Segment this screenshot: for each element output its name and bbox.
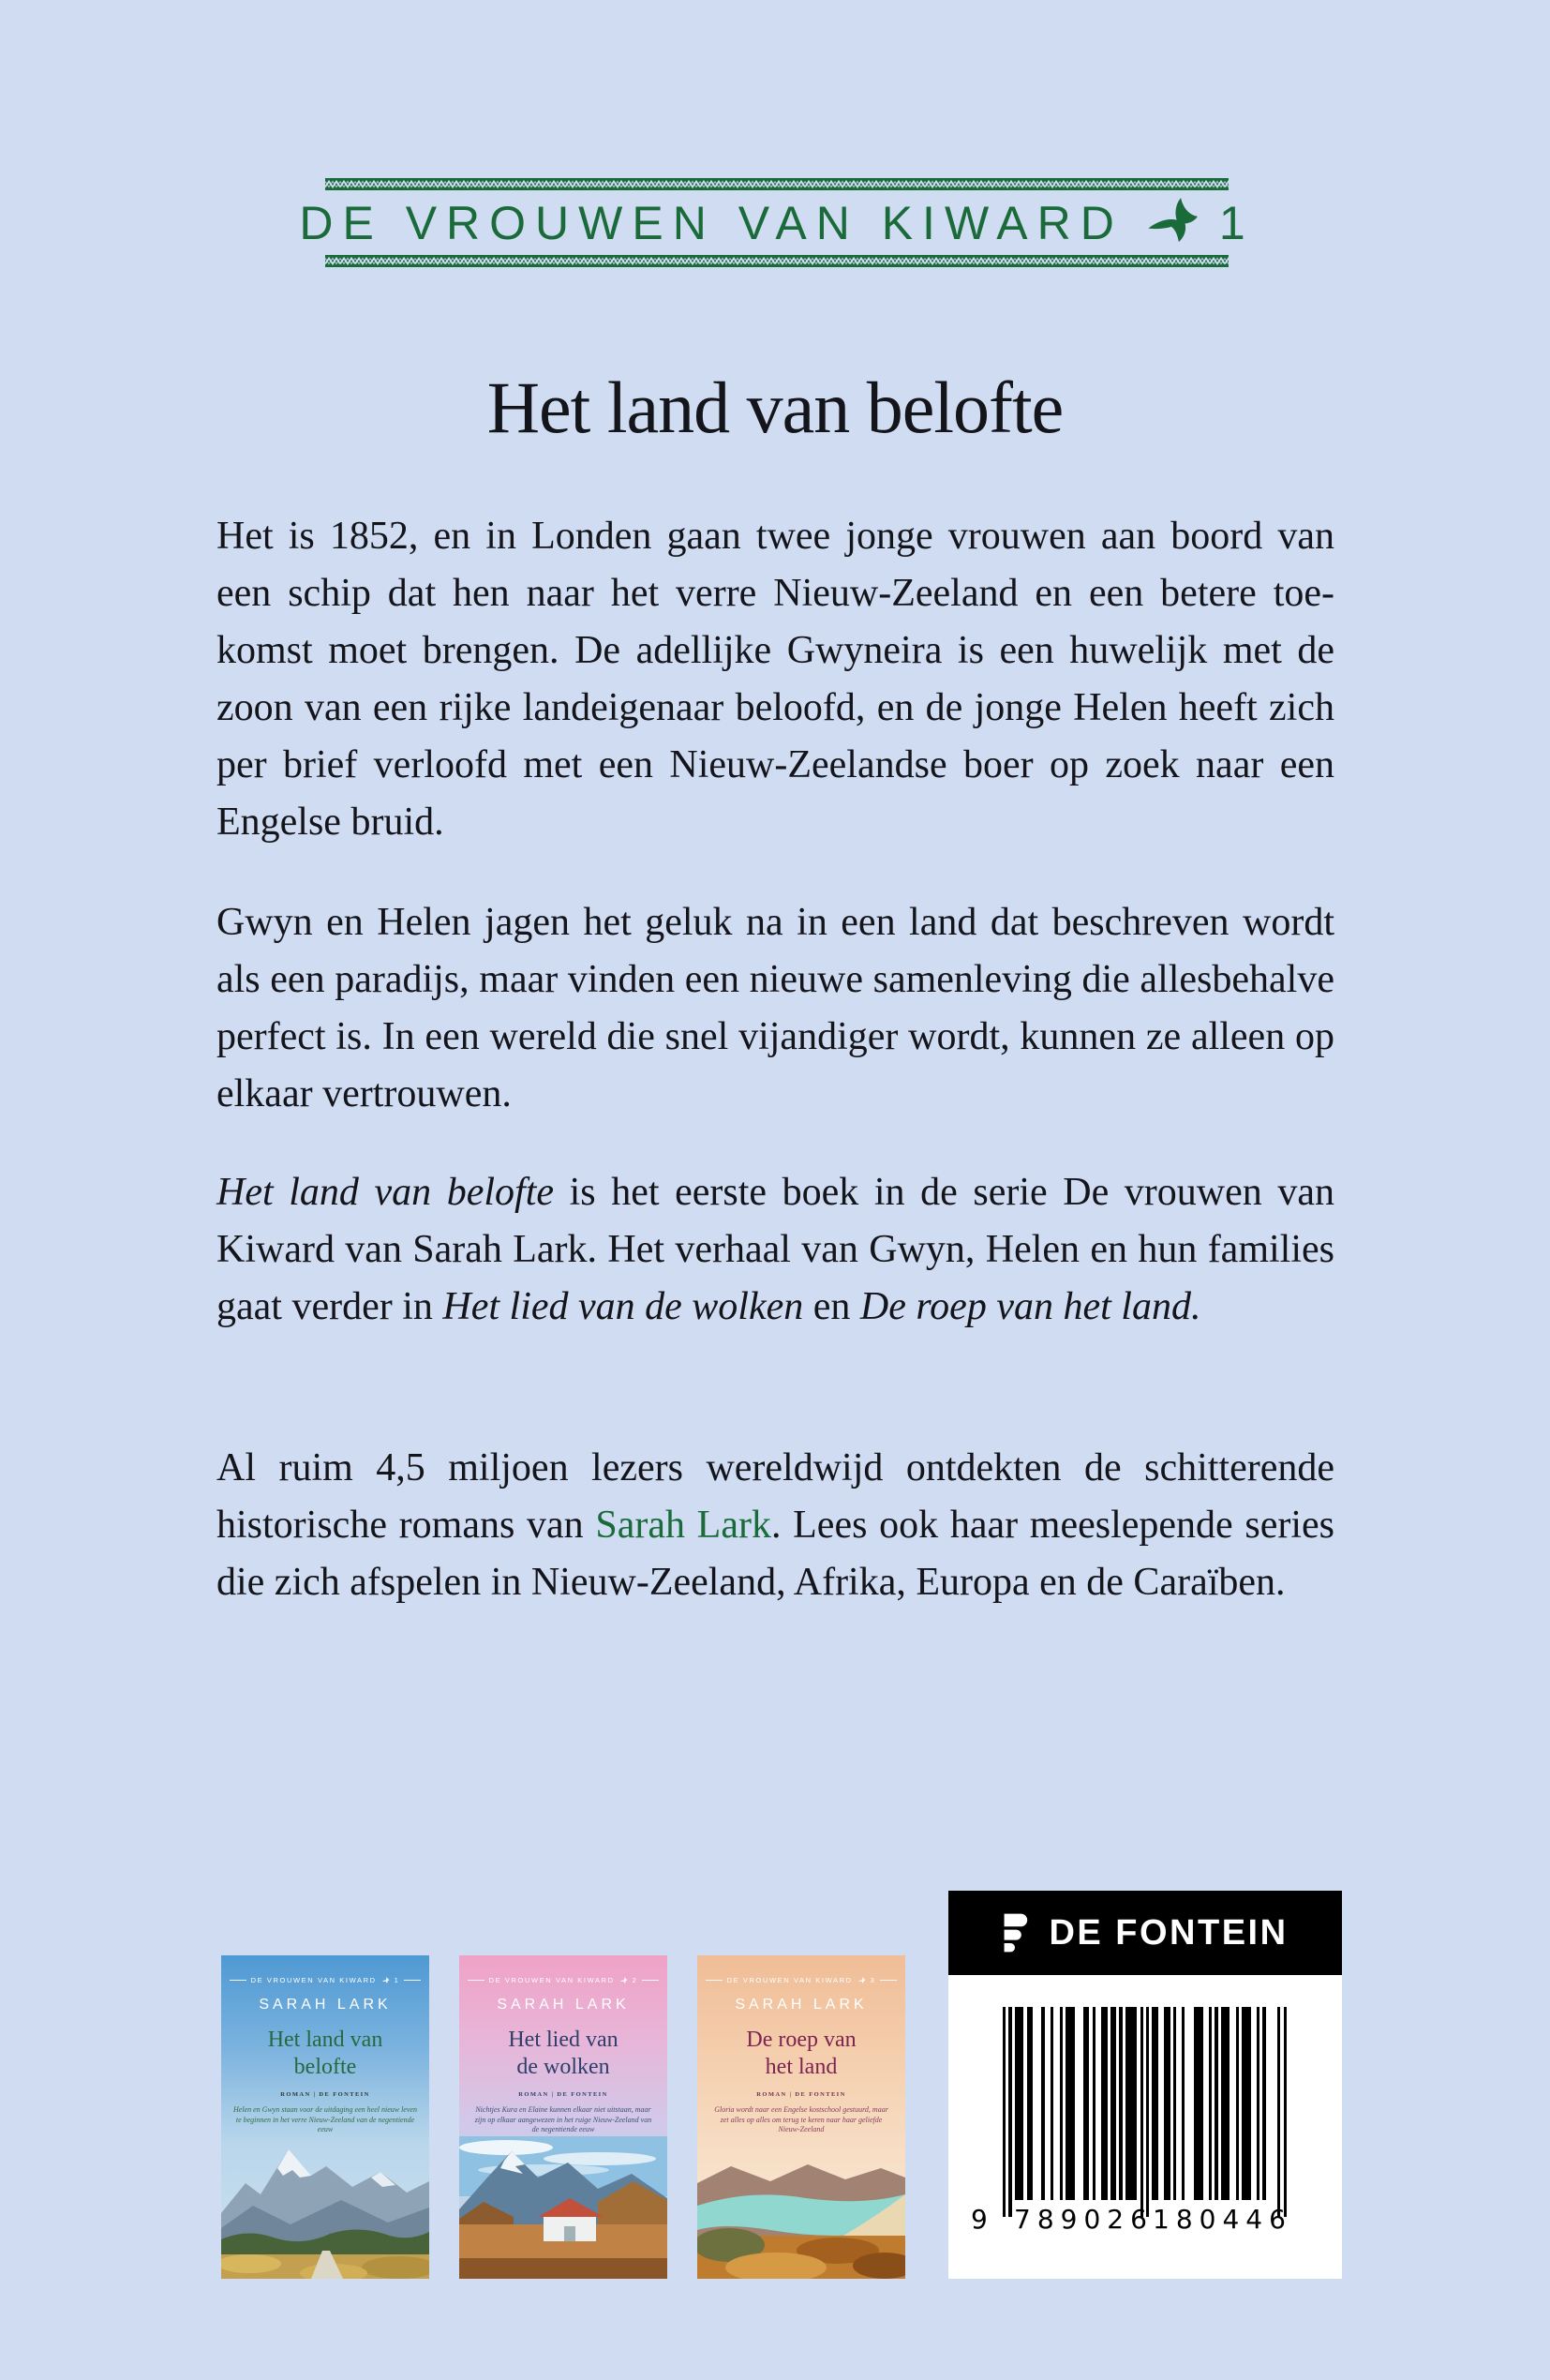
series-banner-volume: 1	[1218, 196, 1255, 249]
cover3-title	[697, 2027, 905, 2081]
cover1-author: SARAH LARK	[259, 1997, 392, 2013]
book-cover-thumbnail-2	[459, 1955, 667, 2279]
cover1-imprint: ROMAN | DE FONTEIN	[280, 2091, 370, 2098]
cover2-landscape-art	[459, 2136, 667, 2279]
cover2-title-line1: Het lied van	[508, 2028, 619, 2052]
rule-line	[468, 1980, 484, 1981]
cover3-series-band	[697, 1976, 905, 1984]
zigzag-border-top	[325, 178, 1229, 190]
lark-bird-icon	[619, 1977, 628, 1984]
cover2-title	[459, 2027, 667, 2081]
cover3-author: SARAH LARK	[735, 1997, 868, 2013]
cover1-title-line2: belofte	[293, 2055, 357, 2079]
cover2-series-volume: 2	[632, 1976, 638, 1984]
cover2-tagline: Nichtjes Kura en Elaine kunnen elkaar niet uitstaan, maar zijn op elkaar aangewezen in het ruige Nieuw-Zeeland van de negentiende eeuw	[474, 2105, 652, 2133]
zigzag-border-bottom	[325, 255, 1229, 267]
publisher-logo-bar	[948, 1891, 1342, 1975]
rule-line	[642, 1980, 659, 1981]
page-title: Het land van belofte	[486, 367, 1064, 448]
cover3-tagline: Gloria wordt naar een Engelse kostschool gestuurd, maar zet alles op alles om terug te keren naar haar geliefde Nieuw-Zeeland	[714, 2105, 888, 2133]
cover3-imprint: ROMAN | DE FONTEIN	[756, 2091, 846, 2098]
blurb-paragraph-2: Gwyn en Helen jagen het geluk na in een land dat beschreven wordt als een paradijs, maar vinden een nieuwe samenleving die allesbehalve perfect is. In een wereld die snel vijandiger wordt, kunnen ze alleen op elkaar vertrouwen.	[216, 901, 1334, 1115]
cover2-series-title: DE VROUWEN VAN KIWARD	[488, 1976, 615, 1984]
series-banner-row	[299, 190, 1255, 255]
cover3-series-volume: 3	[870, 1976, 876, 1984]
series-banner	[299, 178, 1255, 267]
cover2-title-line2: de wolken	[516, 2055, 610, 2079]
rule-line	[706, 1980, 723, 1981]
cover3-title-line2: het land	[765, 2055, 838, 2079]
rule-line	[880, 1980, 897, 1981]
barcode-area	[948, 1975, 1342, 2279]
publisher-block	[948, 1891, 1342, 2279]
cover2-imprint: ROMAN | DE FONTEIN	[518, 2091, 608, 2098]
cover1-landscape-art	[221, 2131, 429, 2279]
book-cover-thumbnail-3	[697, 1955, 905, 2279]
barcode-number	[971, 2204, 1292, 2236]
publisher-name: DE FONTEIN	[1049, 1912, 1289, 1953]
cover2-author: SARAH LARK	[497, 1997, 630, 2013]
lark-bird-icon	[857, 1977, 866, 1984]
cover3-series-title: DE VROUWEN VAN KIWARD	[726, 1976, 853, 1984]
book-cover-thumbnail-1	[221, 1955, 429, 2279]
blurb-paragraph-1: Het is 1852, en in Londen gaan twee jonge vrouwen aan boord van een schip dat hen naar het verre Nieuw-Zeeland en een betere toekomst moet brengen. De adellijke Gwyneira is een huwelijk met de zoon van een rijke landeigenaar beloofd, en de jonge Helen heeft zich per brief verloofd met een Nieuw-Zeelandse boer op zoek naar een Engelse bruid.	[216, 515, 1334, 844]
rule-line	[230, 1980, 246, 1981]
lark-bird-icon	[381, 1977, 390, 1984]
barcode-digits-group2: 180446	[1153, 2204, 1292, 2235]
cover1-series-volume: 1	[394, 1976, 400, 1984]
barcode-digits-group1: 789026	[1014, 2204, 1154, 2235]
cover3-title-line1: De roep van	[746, 2028, 857, 2052]
series-banner-title: DE VROUWEN VAN KIWARD	[299, 196, 1124, 249]
rule-line	[404, 1980, 421, 1981]
blurb-paragraph-3: Het land van belofte is het eerste boek in de serie De vrouwen van Kiward van Sarah Lark. Het verhaal van Gwyn, Helen en hun families gaat verder in Het lied van de wolken en De roep van het land.	[216, 1171, 1335, 1328]
barcode-bars	[1003, 2007, 1287, 2217]
cover2-series-band	[459, 1976, 667, 1984]
de-fontein-logo-icon	[1002, 1910, 1034, 1955]
cover1-title	[221, 2027, 429, 2081]
cover1-series-title: DE VROUWEN VAN KIWARD	[250, 1976, 377, 1984]
lark-bird-icon	[1142, 197, 1200, 249]
cover3-landscape-art	[697, 2155, 905, 2279]
cover1-tagline: Helen en Gwyn staan voor de uitdaging een heel nieuw leven te beginnen in het verre Nieuw-Zeeland van de negentiende eeuw	[233, 2105, 417, 2133]
barcode-digit-prefix: 9	[971, 2204, 988, 2235]
cover1-series-band	[221, 1976, 429, 1984]
cover1-title-line1: Het land van	[267, 2028, 383, 2052]
blurb-paragraph-4: Al ruim 4,5 miljoen lezers wereldwijd ontdekten de schitterende historische romans van Sarah Lark. Lees ook haar meeslepende series die zich afspelen in Nieuw-Zeeland, Afrika, Europa en de Caraïben.	[216, 1446, 1334, 1604]
